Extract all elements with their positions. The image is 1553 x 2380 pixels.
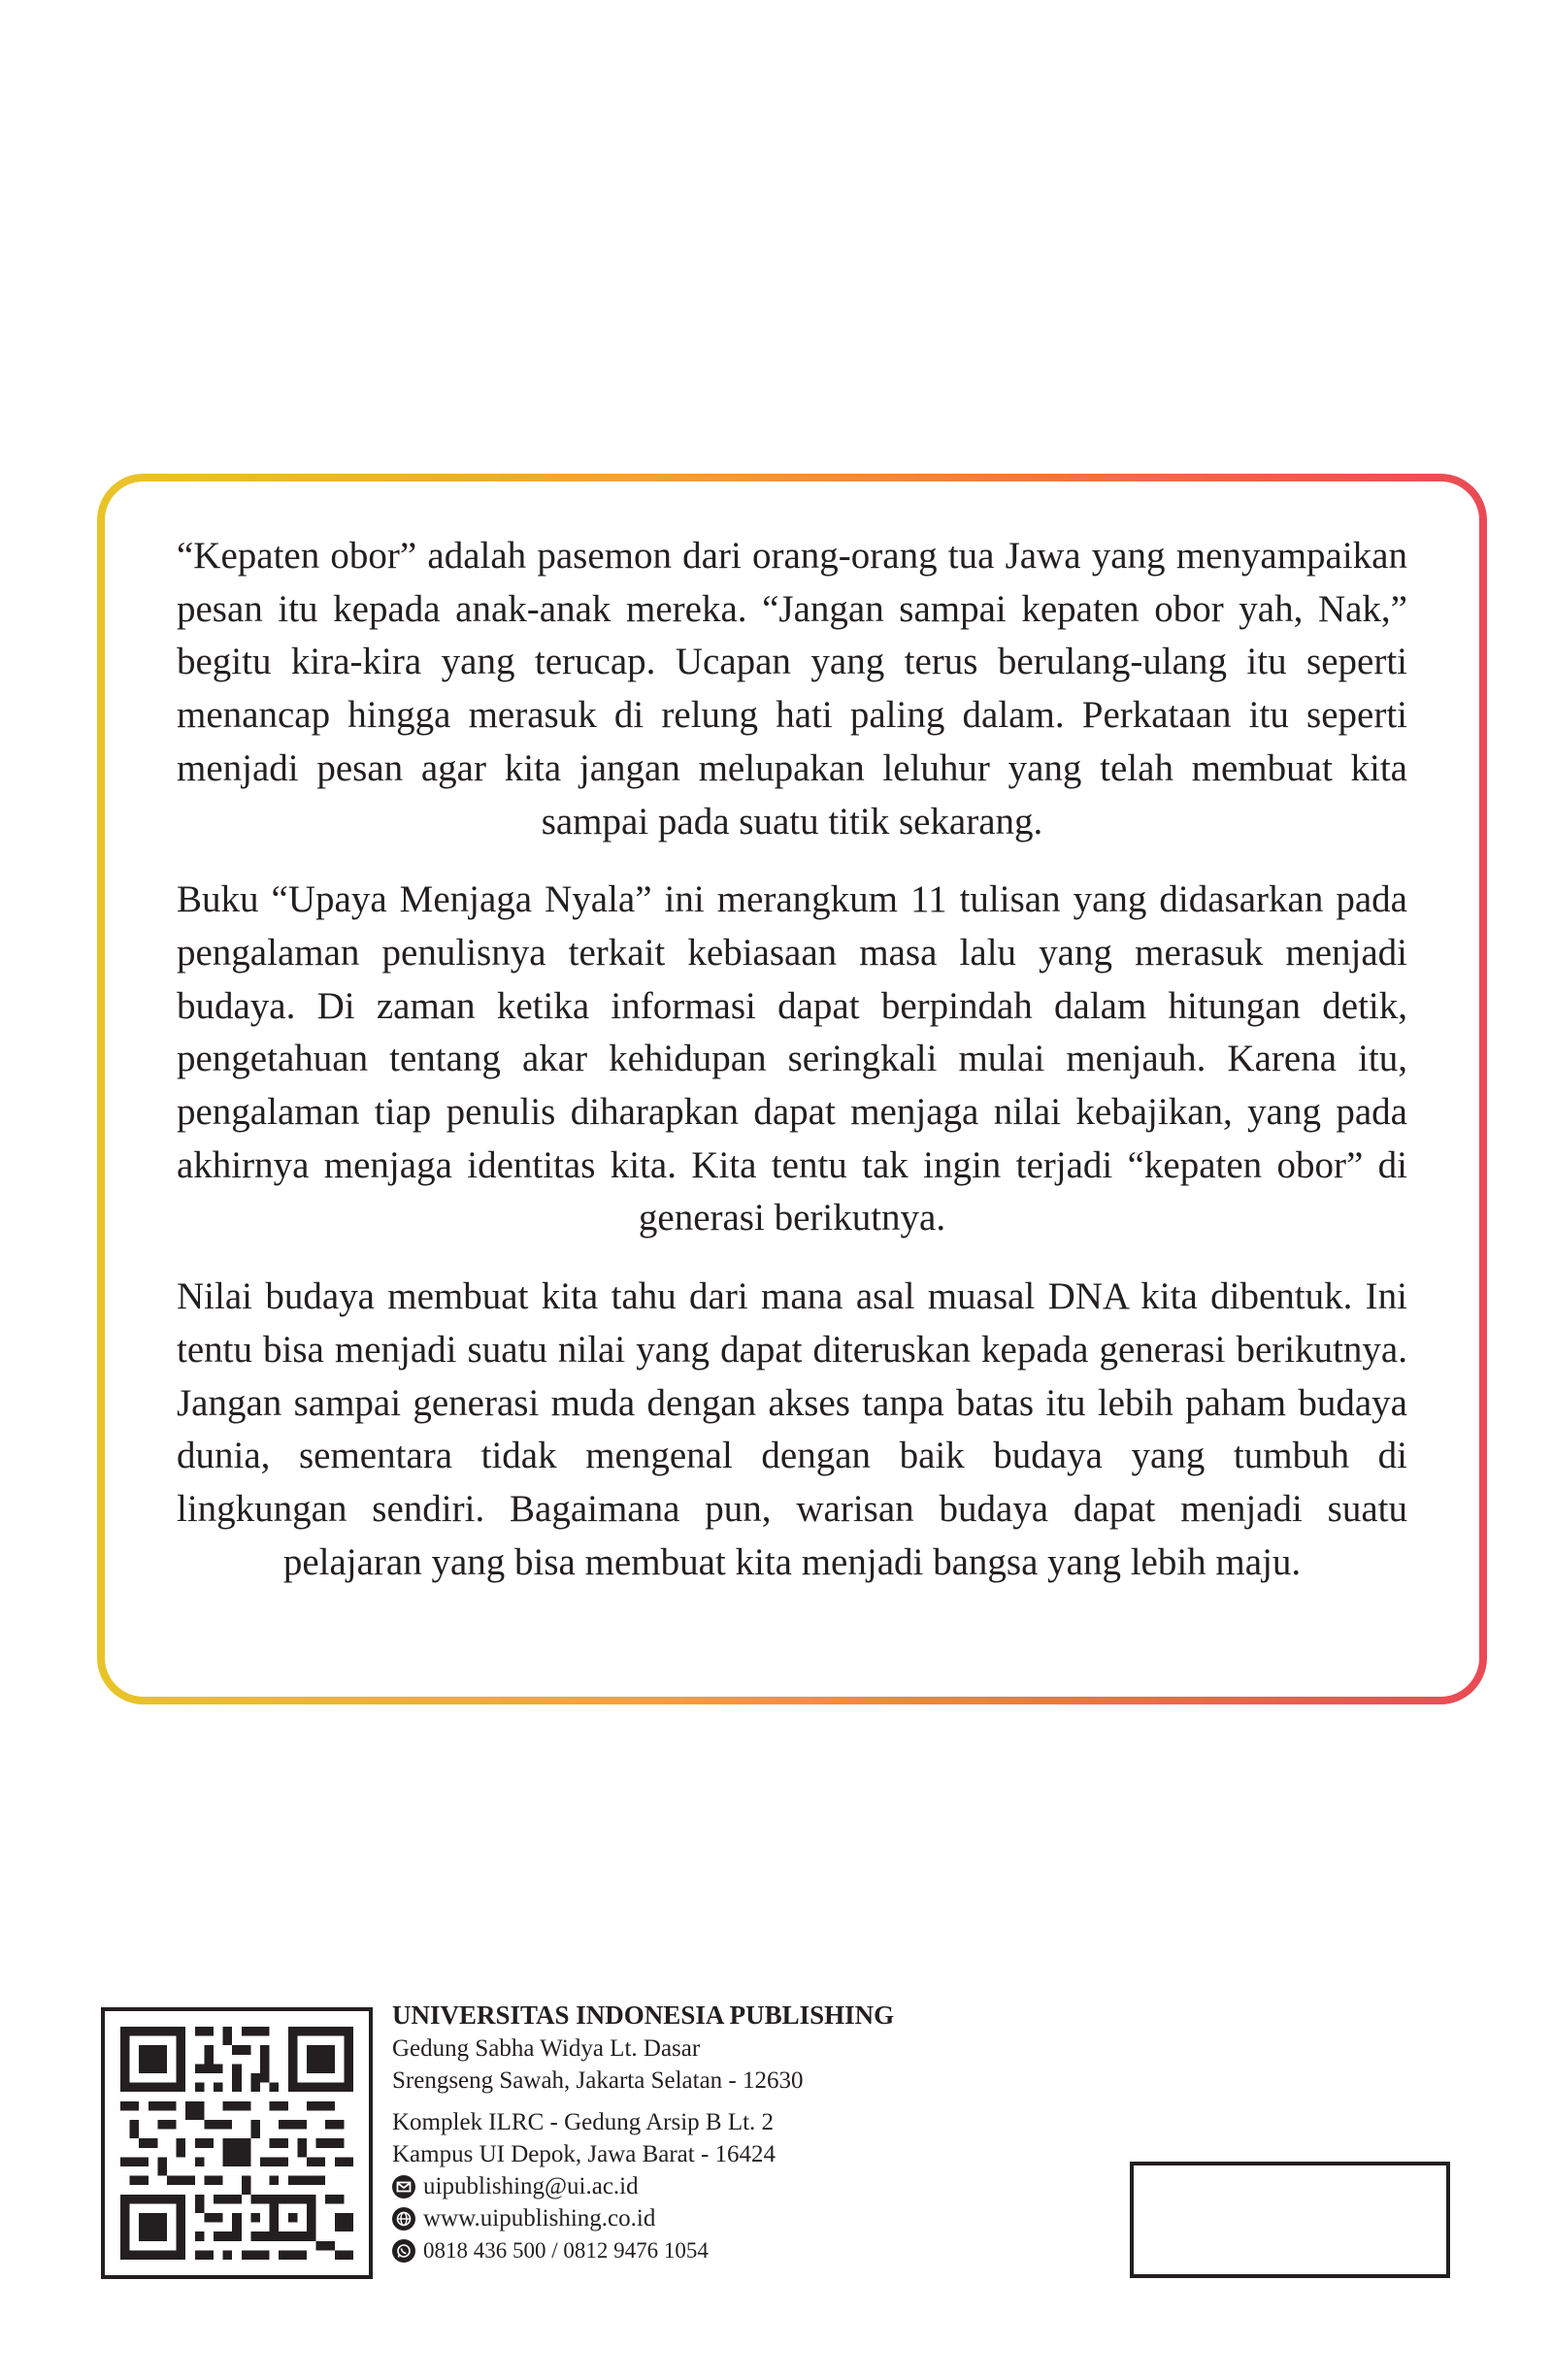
blurb-frame [97,474,1487,1704]
blurb-content [105,481,1479,1697]
address-2-line-1: Komplek ILRC - Gedung Arsip B Lt. 2 [392,2109,775,2135]
email-icon [392,2175,415,2198]
globe-icon [392,2207,415,2231]
barcode-placeholder [1130,2162,1450,2278]
qr-code [101,2007,373,2279]
blurb-paragraph-1: “Kepaten obor” adalah pasemon dari orang-orang tua Jawa yang menyampaikan pesan itu kepada anak-anak mereka. “Jangan sampai kepaten obor yah, Nak,” begitu kira-kira yang terucap. Ucapan yang terus berulang-ulang itu seperti menancap hingga merasuk di relung hati paling dalam. Perkataan itu seperti menjadi pesan agar kita jangan melupakan leluhur yang telah membuat kita sampai pada suatu titik sekarang. [177,535,1407,843]
blurb-paragraph-2: Buku “Upaya Menjaga Nyala” ini merangkum 11 tulisan yang didasarkan pada pengalaman penulisnya terkait kebiasaan masa lalu yang merasuk menjadi budaya. Di zaman ketika informasi dapat berpindah dalam hitungan detik, pengetahuan tentang akar kehidupan seringkali mulai menjauh. Karena itu, pengalaman tiap penulis diharapkan dapat menjaga nilai kebajikan, yang pada akhirnya menjaga identitas kita. Kita tentu tak ingin terjadi “kepaten obor” di generasi berikutnya. [177,878,1407,1240]
address-2-line-2: Kampus UI Depok, Jawa Barat - 16424 [392,2141,776,2167]
email-link[interactable]: uipublishing@ui.ac.id [423,2173,639,2199]
qr-code-icon [120,2027,353,2260]
publisher-info [392,1998,936,2266]
phone-numbers: 0818 436 500 / 0812 9476 1054 [423,2238,709,2263]
publisher-name: UNIVERSITAS INDONESIA PUBLISHING [392,2000,895,2030]
address-1-line-2: Srengseng Sawah, Jakarta Selatan - 12630 [392,2067,804,2094]
whatsapp-icon [392,2239,415,2263]
website-link[interactable]: www.uipublishing.co.id [423,2205,656,2231]
phone-row [392,2234,936,2266]
blurb-paragraph-3: Nilai budaya membuat kita tahu dari mana asal muasal DNA kita dibentuk. Ini tentu bisa menjadi suatu nilai yang dapat diteruskan kepada generasi berikutnya. Jangan sampai generasi muda dengan akses tanpa batas itu lebih paham budaya dunia, sementara tidak mengenal dengan baik budaya yang tumbuh di lingkungan sendiri. Bagaimana pun, warisan budaya dapat menjadi suatu pelajaran yang bisa membuat kita menjadi bangsa yang lebih maju. [177,1275,1407,1583]
website-row [392,2202,936,2234]
email-row [392,2170,936,2202]
address-1-line-1: Gedung Sabha Widya Lt. Dasar [392,2035,701,2062]
